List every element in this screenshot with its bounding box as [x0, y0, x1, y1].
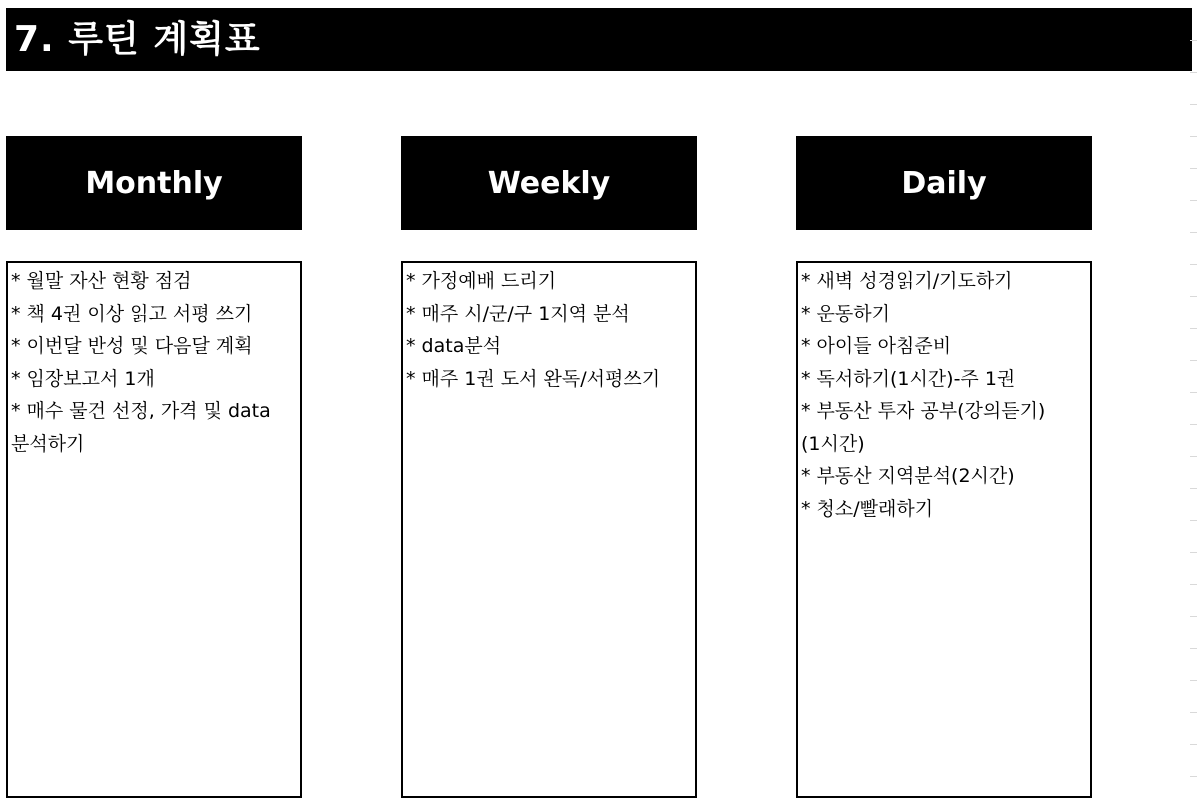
- page-title-bar: [6, 8, 1192, 71]
- daily-header-label: Daily: [901, 165, 987, 201]
- daily-list: [801, 265, 1088, 525]
- monthly-header: [6, 136, 302, 230]
- list-item: * 부동산 투자 공부(강의듣기)(1시간): [801, 400, 1046, 455]
- weekly-header-label: Weekly: [487, 165, 611, 201]
- list-item: * 매주 1권 도서 완독/서평쓰기: [406, 367, 661, 390]
- daily-header: [796, 136, 1092, 230]
- list-item: * 책 4권 이상 읽고 서평 쓰기: [11, 302, 253, 325]
- list-item: * 아이들 아침준비: [801, 335, 952, 357]
- list-item: * 월말 자산 현황 점검: [11, 270, 192, 292]
- monthly-list-box[interactable]: [6, 261, 302, 798]
- monthly-header-label: Monthly: [85, 165, 223, 201]
- list-item: * 청소/빨래하기: [801, 497, 934, 520]
- page-title: 7. 루틴 계획표: [14, 18, 261, 60]
- list-item: * 독서하기(1시간)-주 1권: [801, 367, 1016, 390]
- weekly-list-box[interactable]: [401, 261, 697, 798]
- monthly-list: [11, 265, 298, 460]
- sheet-gridline-edge: [1190, 0, 1197, 799]
- list-item: * 이번달 반성 및 다음달 계획: [11, 335, 253, 357]
- list-item: * 운동하기: [801, 302, 890, 325]
- weekly-header: [401, 136, 697, 230]
- list-item: * 부동산 지역분석(2시간): [801, 465, 1015, 487]
- list-item: * 매수 물건 선정, 가격 및 data 분석하기: [11, 400, 271, 455]
- list-item: * 매주 시/군/구 1지역 분석: [406, 302, 630, 325]
- list-item: * 가정예배 드리기: [406, 270, 557, 292]
- weekly-list: [406, 265, 693, 395]
- list-item: * data분석: [406, 335, 502, 357]
- list-item: * 새벽 성경읽기/기도하기: [801, 270, 1013, 292]
- daily-list-box[interactable]: [796, 261, 1092, 798]
- list-item: * 임장보고서 1개: [11, 367, 155, 390]
